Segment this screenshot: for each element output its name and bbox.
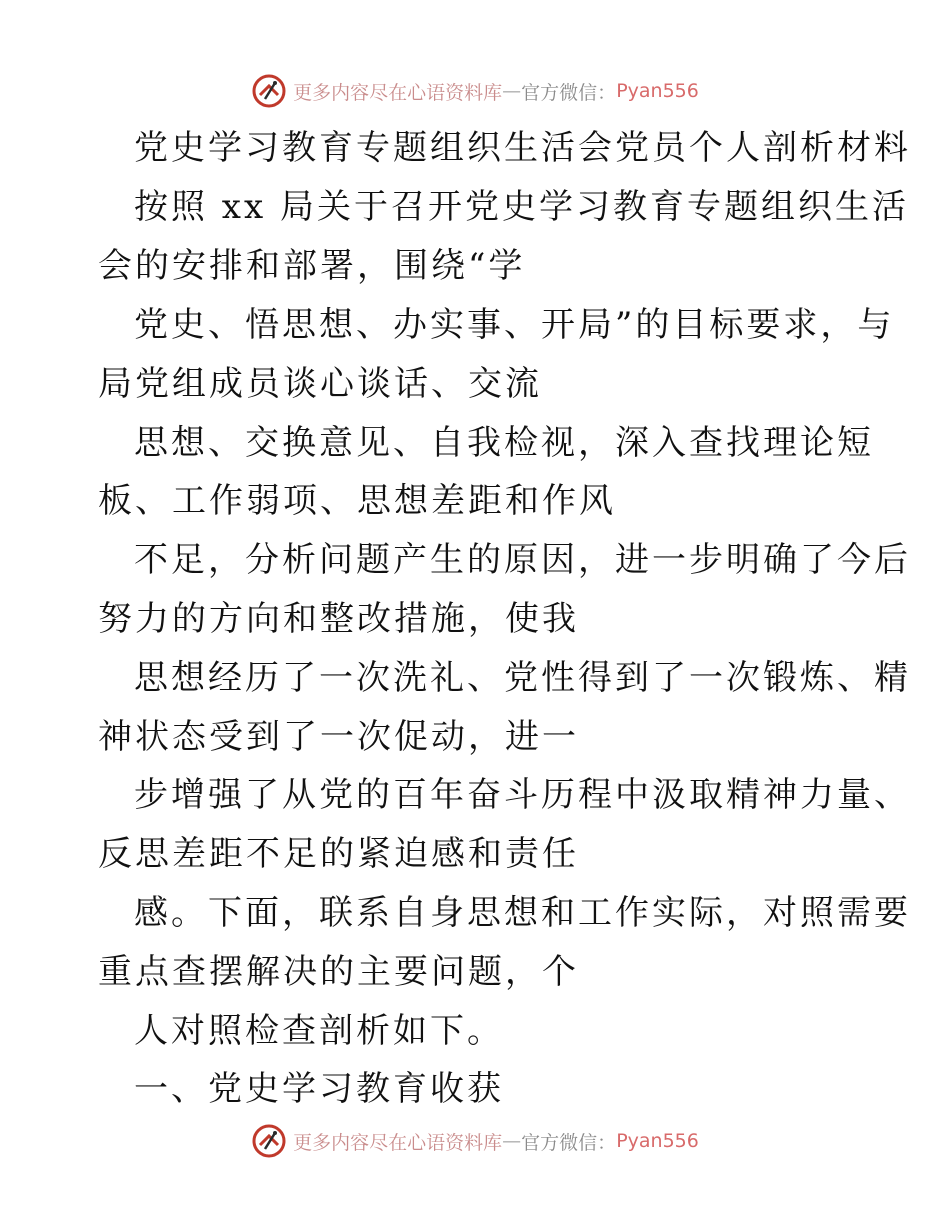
paragraph-line: 人对照检查剖析如下。: [134, 1011, 504, 1051]
paragraph-line: 按照 xx 局关于召开党史学习教育专题组织生活: [134, 187, 909, 227]
paragraph-line: 思想、交换意见、自我检视，深入查找理论短: [134, 423, 874, 463]
banner-handle: Pyan556: [616, 1130, 699, 1152]
banner-handle: Pyan556: [616, 80, 699, 102]
book-pen-logo-icon: [251, 73, 287, 109]
document-title: 党史学习教育专题组织生活会党员个人剖析材料: [134, 128, 911, 168]
paragraph-line: 板、工作弱项、思想差距和作风: [98, 481, 616, 521]
paragraph-line: 感。下面，联系自身思想和工作实际，对照需要: [134, 893, 911, 933]
paragraph-line: 步增强了从党的百年奋斗历程中汲取精神力量、: [134, 775, 911, 815]
paragraph-line: 党史、悟思想、办实事、开局”的目标要求，与: [134, 305, 895, 345]
banner-wechat-label: 官方微信：: [521, 81, 617, 104]
paragraph-line: 局党组成员谈心谈话、交流: [98, 364, 542, 404]
paragraph-line: 神状态受到了一次促动，进一: [98, 717, 579, 757]
header-banner: [0, 71, 950, 111]
paragraph-line: 努力的方向和整改措施，使我: [98, 599, 579, 639]
paragraph-line: 思想经历了一次洗礼、党性得到了一次锻炼、精: [134, 658, 911, 698]
footer-banner: [0, 1121, 950, 1161]
banner-lead-text: 更多内容尽在心语资料库: [293, 1131, 503, 1154]
banner-lead-text: 更多内容尽在心语资料库: [293, 81, 503, 104]
book-pen-logo-icon: [251, 1123, 287, 1159]
paragraph-line: 会的安排和部署，围绕“学: [98, 246, 526, 286]
banner-wechat-label: 官方微信：: [521, 1131, 617, 1154]
banner-dash: —: [502, 80, 522, 102]
banner-dash: —: [502, 1130, 522, 1152]
section-heading: 一、党史学习教育收获: [134, 1069, 504, 1109]
paragraph-line: 重点查摆解决的主要问题，个: [98, 952, 579, 992]
paragraph-line: 不足，分析问题产生的原因，进一步明确了今后: [134, 540, 911, 580]
paragraph-line: 反思差距不足的紧迫感和责任: [98, 834, 579, 874]
